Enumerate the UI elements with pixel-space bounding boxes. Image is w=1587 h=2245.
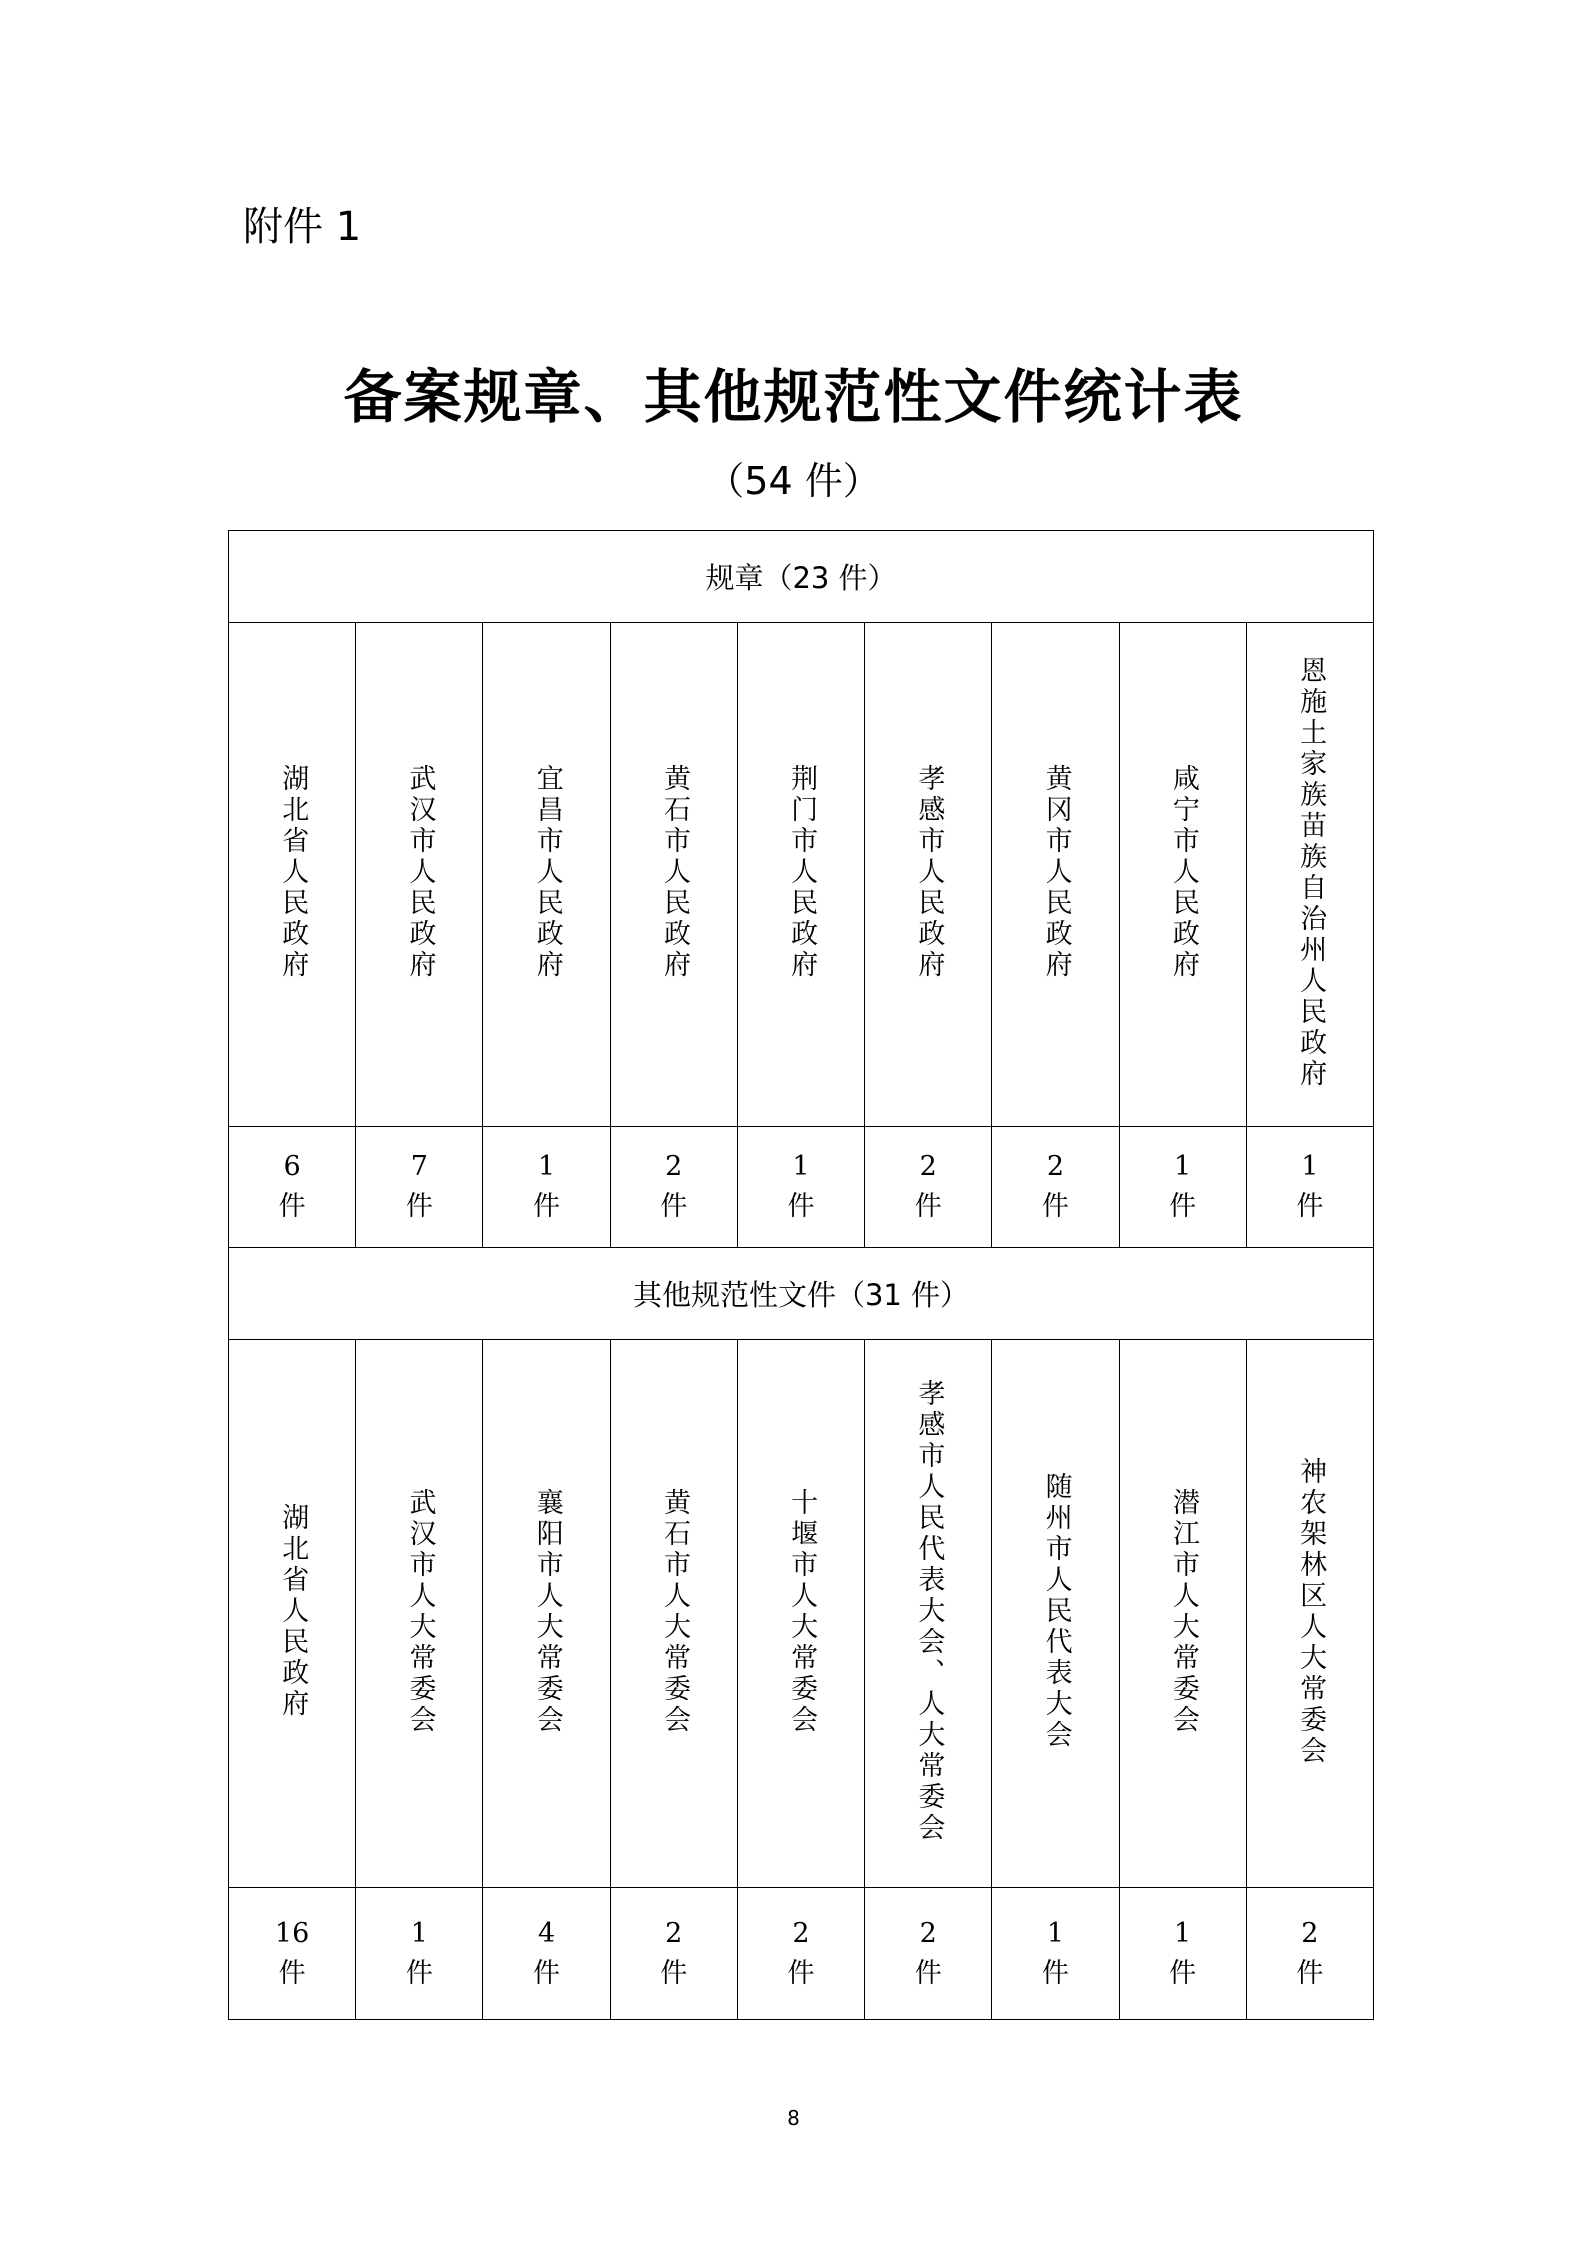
entry-name-cell bbox=[610, 1340, 737, 1888]
entry-name: 十堰市人大常委会 bbox=[786, 1487, 818, 1736]
entry-count-cell bbox=[737, 1888, 864, 2020]
entry-name-cell bbox=[1246, 623, 1373, 1127]
entry-name-cell bbox=[1246, 1340, 1373, 1888]
entry-name-cell bbox=[865, 623, 992, 1127]
entry-count: 1 bbox=[537, 1151, 556, 1182]
entry-name-cell bbox=[992, 623, 1119, 1127]
entry-unit: 件 bbox=[405, 1191, 433, 1222]
entry-count-cell bbox=[865, 1888, 992, 2020]
entry-count: 1 bbox=[410, 1917, 428, 1949]
section-heading-normative-documents: 其他规范性文件（31 件） bbox=[229, 1248, 1374, 1340]
section-heading-regulations: 规章（23 件） bbox=[229, 531, 1374, 623]
entry-name: 荆门市人民政府 bbox=[786, 764, 818, 981]
entry-count-cell bbox=[1119, 1127, 1246, 1248]
entry-name: 恩施土家族苗族自治州人民政府 bbox=[1295, 655, 1327, 1090]
page-number: 8 bbox=[787, 2106, 800, 2130]
entry-name: 孝感市人民政府 bbox=[913, 764, 945, 981]
entry-name: 宜昌市人民政府 bbox=[531, 764, 563, 981]
entry-count: 2 bbox=[919, 1917, 937, 1949]
entry-count: 2 bbox=[665, 1917, 683, 1949]
entry-name-cell bbox=[737, 623, 864, 1127]
entry-unit: 件 bbox=[660, 1191, 688, 1222]
entry-name: 湖北省人民政府 bbox=[277, 764, 309, 981]
entry-count: 1 bbox=[1174, 1151, 1192, 1182]
entry-count-cell bbox=[992, 1127, 1119, 1248]
entry-unit: 件 bbox=[1041, 1191, 1069, 1222]
entry-unit: 件 bbox=[660, 1957, 688, 1989]
entry-count-cell bbox=[229, 1888, 356, 2020]
entry-count-cell bbox=[356, 1127, 483, 1248]
entry-name: 黄石市人大常委会 bbox=[658, 1487, 690, 1736]
entry-count: 7 bbox=[410, 1151, 428, 1182]
entry-unit: 件 bbox=[1169, 1957, 1197, 1989]
entry-name: 湖北省人民政府 bbox=[277, 1503, 309, 1720]
entry-count: 2 bbox=[1046, 1151, 1065, 1182]
entry-name: 咸宁市人民政府 bbox=[1167, 764, 1199, 981]
entry-name: 黄石市人民政府 bbox=[658, 764, 690, 981]
entry-count-cell bbox=[865, 1127, 992, 1248]
entry-count-cell bbox=[1246, 1888, 1373, 2020]
entry-name-cell bbox=[1119, 623, 1246, 1127]
entry-count-cell bbox=[737, 1127, 864, 1248]
statistics-table bbox=[228, 530, 1374, 2020]
entry-unit: 件 bbox=[914, 1957, 942, 1989]
entry-unit: 件 bbox=[914, 1191, 942, 1222]
entry-unit: 件 bbox=[1169, 1191, 1197, 1222]
entry-name: 武汉市人民政府 bbox=[404, 764, 436, 981]
document-subtitle: （54 件） bbox=[706, 459, 881, 503]
entry-unit: 件 bbox=[533, 1191, 561, 1222]
entry-count-cell bbox=[992, 1888, 1119, 2020]
entry-count-cell bbox=[610, 1888, 737, 2020]
entry-name-cell bbox=[737, 1340, 864, 1888]
entry-count-cell bbox=[483, 1127, 610, 1248]
entry-name-cell bbox=[483, 623, 610, 1127]
entry-name-cell bbox=[865, 1340, 992, 1888]
entry-name-cell bbox=[1119, 1340, 1246, 1888]
entry-unit: 件 bbox=[405, 1957, 433, 1989]
entry-unit: 件 bbox=[278, 1957, 306, 1989]
entry-name: 武汉市人大常委会 bbox=[404, 1487, 436, 1736]
entry-count-cell bbox=[356, 1888, 483, 2020]
entry-name-cell bbox=[992, 1340, 1119, 1888]
entry-unit: 件 bbox=[1041, 1957, 1069, 1989]
entry-unit: 件 bbox=[1296, 1191, 1324, 1222]
entry-count-cell bbox=[483, 1888, 610, 2020]
entry-count-cell bbox=[1119, 1888, 1246, 2020]
entry-count-cell bbox=[1246, 1127, 1373, 1248]
entry-name: 孝感市人民代表大会、人大常委会 bbox=[913, 1379, 945, 1844]
entry-count: 6 bbox=[283, 1151, 301, 1182]
entry-count: 16 bbox=[274, 1917, 310, 1949]
entry-name: 襄阳市人大常委会 bbox=[531, 1487, 563, 1736]
attachment-label: 附件 1 bbox=[243, 204, 362, 250]
entry-count: 1 bbox=[1046, 1917, 1065, 1949]
entry-unit: 件 bbox=[787, 1957, 815, 1989]
entry-count: 2 bbox=[665, 1151, 683, 1182]
entry-count-cell bbox=[610, 1127, 737, 1248]
entry-name-cell bbox=[483, 1340, 610, 1888]
document-title: 备案规章、其他规范性文件统计表 bbox=[343, 363, 1244, 431]
entry-count-cell bbox=[229, 1127, 356, 1248]
entry-name-cell bbox=[229, 1340, 356, 1888]
entry-name: 神农架林区人大常委会 bbox=[1295, 1456, 1327, 1767]
entry-count: 4 bbox=[537, 1917, 556, 1949]
entry-name-cell bbox=[610, 623, 737, 1127]
entry-count: 1 bbox=[1174, 1917, 1192, 1949]
entry-unit: 件 bbox=[278, 1191, 306, 1222]
entry-count: 2 bbox=[919, 1151, 937, 1182]
entry-name-cell bbox=[356, 1340, 483, 1888]
entry-count: 2 bbox=[1301, 1917, 1319, 1949]
entry-unit: 件 bbox=[533, 1957, 561, 1989]
entry-unit: 件 bbox=[787, 1191, 815, 1222]
entry-name-cell bbox=[356, 623, 483, 1127]
entry-count: 2 bbox=[792, 1917, 810, 1949]
entry-name: 潜江市人大常委会 bbox=[1167, 1487, 1199, 1736]
entry-name-cell bbox=[229, 623, 356, 1127]
entry-count: 1 bbox=[792, 1151, 810, 1182]
entry-name: 黄冈市人民政府 bbox=[1040, 764, 1072, 981]
entry-unit: 件 bbox=[1296, 1957, 1324, 1989]
entry-name: 随州市人民代表大会 bbox=[1040, 1472, 1072, 1751]
entry-count: 1 bbox=[1301, 1151, 1319, 1182]
